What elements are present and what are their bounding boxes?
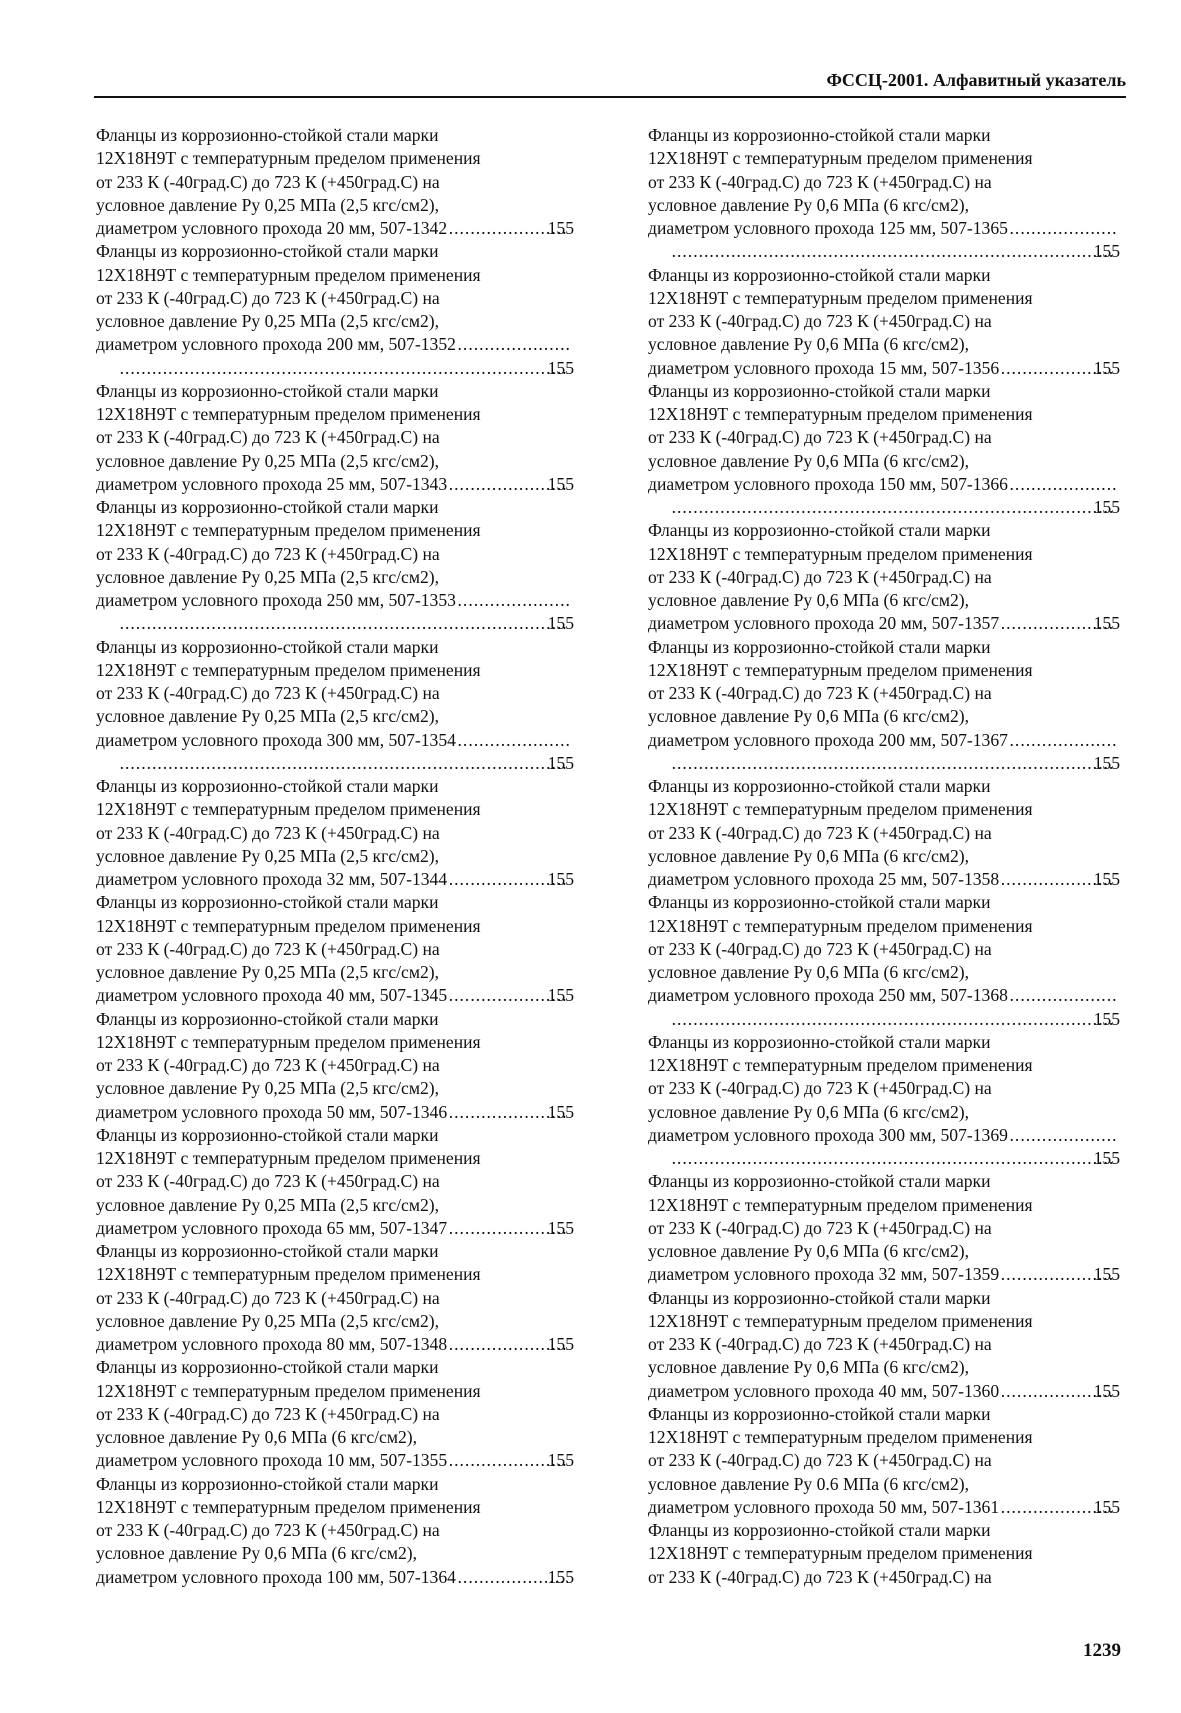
index-entry <box>96 775 574 891</box>
entry-line: диаметром условного прохода 50 мм, 507-1361 <box>648 1496 1000 1517</box>
entry-line: диаметром условного прохода 200 мм, 507-1367 <box>648 729 1008 750</box>
entry-leader-line <box>648 1496 1120 1519</box>
entry-line: 12Х18Н9Т с температурным пределом применения <box>648 1310 1033 1331</box>
index-entry <box>648 1519 1120 1589</box>
entry-page-ref: 155 <box>547 1101 574 1122</box>
dot-leader <box>672 1008 1114 1031</box>
entry-line: условное давление Ру 0,25 МПа (2,5 кгс/см2), <box>96 845 440 866</box>
dot-leader <box>1010 473 1118 496</box>
entry-line: условное давление Ру 0,25 МПа (2,5 кгс/см2), <box>96 1194 440 1215</box>
entry-line: 12Х18Н9Т с температурным пределом применения <box>96 520 481 541</box>
entry-line: Фланцы из коррозионно-стойкой стали марки <box>648 636 991 657</box>
entry-line: от 233 К (-40град.С) до 723 К (+450град.С) на <box>648 1566 992 1587</box>
entry-leader-line <box>648 357 1120 380</box>
dot-leader <box>1010 1124 1118 1147</box>
entry-line: Фланцы из коррозионно-стойкой стали марки <box>96 1241 439 1261</box>
entry-page-ref: 155 <box>1093 497 1120 517</box>
entry-page-ref: 155 <box>547 1334 574 1354</box>
entry-page-ref: 155 <box>1093 1496 1120 1517</box>
entry-line: 12Х18Н9Т с температурным пределом применения <box>96 264 481 285</box>
entry-leader-line <box>648 729 1120 752</box>
entry-line: 12Х18Н9Т с температурным пределом применения <box>648 404 1033 424</box>
entry-line: диаметром условного прохода 250 мм, 507-1353 <box>96 590 456 610</box>
entry-line: диаметром условного прохода 300 мм, 507-1369 <box>648 1124 1008 1145</box>
entry-line: Фланцы из коррозионно-стойкой стали марки <box>648 520 991 541</box>
dot-leader <box>1010 984 1118 1007</box>
entry-leader-line <box>648 868 1120 891</box>
entry-line: условное давление Ру 0,25 МПа (2,5 кгс/см2), <box>96 962 440 982</box>
dot-leader <box>458 589 572 612</box>
entry-leader-line <box>96 1449 574 1472</box>
entry-page-ref: 155 <box>547 218 574 238</box>
entry-page-ref: 155 <box>547 473 574 494</box>
index-entry <box>648 519 1120 635</box>
entry-line: диаметром условного прохода 40 мм, 507-1360 <box>648 1380 1000 1401</box>
page-number: 1239 <box>1083 1640 1121 1661</box>
index-column-right <box>648 124 1120 1589</box>
entry-line: 12Х18Н9Т с температурным пределом применения <box>648 659 1033 680</box>
entry-page-ref: 155 <box>1093 1148 1120 1168</box>
entry-page-ref: 155 <box>547 985 574 1006</box>
entry-line: Фланцы из коррозионно-стойкой стали марки <box>96 1473 439 1494</box>
dot-leader <box>120 357 568 380</box>
entry-leader-line <box>96 984 574 1007</box>
index-entry <box>648 1287 1120 1403</box>
entry-leader-line <box>96 473 574 496</box>
entry-line: 12Х18Н9Т с температурным пределом применения <box>648 915 1033 936</box>
dot-leader <box>672 752 1114 775</box>
entry-line: диаметром условного прохода 32 мм, 507-1344 <box>96 869 448 889</box>
index-entry <box>96 1008 574 1124</box>
entry-line: 12Х18Н9Т с температурным пределом применения <box>96 1496 481 1517</box>
entry-line: диаметром условного прохода 25 мм, 507-1358 <box>648 869 1000 889</box>
entry-line: от 233 К (-40град.С) до 723 К (+450град.С) на <box>648 1078 992 1099</box>
entry-line: условное давление Ру 0,25 МПа (2,5 кгс/см2), <box>96 450 440 471</box>
entry-line: диаметром условного прохода 25 мм, 507-1343 <box>96 473 448 494</box>
entry-leader-line <box>670 1008 1120 1031</box>
entry-leader-line <box>648 1124 1120 1147</box>
entry-line: от 233 К (-40град.С) до 723 К (+450град.С) на <box>648 683 992 703</box>
entry-line: диаметром условного прохода 200 мм, 507-1352 <box>96 334 456 355</box>
entry-line: от 233 К (-40град.С) до 723 К (+450град.С) на <box>96 1055 440 1075</box>
entry-leader-line <box>670 1147 1120 1170</box>
dot-leader <box>1010 729 1118 752</box>
entry-line: Фланцы из коррозионно-стойкой стали марки <box>96 1124 439 1145</box>
entry-line: диаметром условного прохода 10 мм, 507-1355 <box>96 1450 448 1471</box>
entry-leader-line <box>670 496 1120 519</box>
index-entry <box>96 1356 574 1472</box>
index-entry <box>96 636 574 776</box>
entry-leader-line <box>96 1333 574 1356</box>
entry-line: от 233 К (-40град.С) до 723 К (+450град.С) на <box>96 1171 440 1192</box>
entry-line: условное давление Ру 0.6 МПа (6 кгс/см2), <box>648 1473 970 1494</box>
entry-leader-line <box>648 1263 1120 1286</box>
entry-page-ref: 155 <box>547 1217 574 1238</box>
entry-line: Фланцы из коррозионно-стойкой стали марки <box>96 892 439 913</box>
entry-page-ref: 155 <box>547 752 574 773</box>
entry-line: Фланцы из коррозионно-стойкой стали марки <box>648 1403 991 1424</box>
entry-page-ref: 155 <box>547 1566 574 1587</box>
entry-line: от 233 К (-40град.С) до 723 К (+450град.С) на <box>96 1520 440 1540</box>
entry-line: от 233 К (-40град.С) до 723 К (+450град.С) на <box>648 171 992 192</box>
index-entry <box>96 380 574 496</box>
entry-line: от 233 К (-40град.С) до 723 К (+450град.С) на <box>96 683 440 703</box>
entry-line: от 233 К (-40град.С) до 723 К (+450град.С) на <box>96 1403 440 1424</box>
entry-line: условное давление Ру 0,6 МПа (6 кгс/см2), <box>648 194 970 215</box>
entry-line: от 233 К (-40град.С) до 723 К (+450град.С) на <box>648 822 992 843</box>
entry-line: диаметром условного прохода 250 мм, 507-1368 <box>648 985 1008 1006</box>
entry-leader-line <box>118 752 574 775</box>
index-entry <box>96 891 574 1007</box>
index-column-left <box>96 124 574 1589</box>
entry-line: диаметром условного прохода 65 мм, 507-1347 <box>96 1217 448 1238</box>
entry-line: диаметром условного прохода 15 мм, 507-1356 <box>648 357 1000 378</box>
header-title: ФССЦ-2001. Алфавитный указатель <box>826 70 1126 90</box>
entry-leader-line <box>670 240 1120 263</box>
index-entry <box>96 496 574 636</box>
entry-leader-line <box>648 984 1120 1007</box>
index-entry <box>648 124 1120 264</box>
entry-line: Фланцы из коррозионно-стойкой стали марки <box>96 1357 439 1378</box>
entry-leader-line <box>96 217 574 240</box>
entry-line: Фланцы из коррозионно-стойкой стали марки <box>648 1031 991 1052</box>
entry-line: диаметром условного прохода 32 мм, 507-1359 <box>648 1264 1000 1285</box>
entry-line: Фланцы из коррозионно-стойкой стали марки <box>96 1008 439 1029</box>
entry-line: условное давление Ру 0,6 МПа (6 кгс/см2), <box>648 1101 970 1122</box>
entry-line: 12Х18Н9Т с температурным пределом применения <box>96 1380 481 1401</box>
entry-page-ref: 155 <box>547 1450 574 1471</box>
entry-page-ref: 155 <box>547 357 574 378</box>
entry-line: Фланцы из коррозионно-стойкой стали марки <box>96 636 439 657</box>
entry-page-ref: 155 <box>1093 752 1120 773</box>
entry-leader-line <box>648 1380 1120 1403</box>
index-entry <box>648 380 1120 520</box>
entry-line: 12Х18Н9Т с температурным пределом применения <box>648 148 1033 169</box>
entry-page-ref: 155 <box>1093 869 1120 889</box>
entry-leader-line <box>648 473 1120 496</box>
entry-line: от 233 К (-40град.С) до 723 К (+450град.С) на <box>648 311 992 331</box>
index-entry <box>96 1240 574 1356</box>
entry-line: 12Х18Н9Т с температурным пределом применения <box>648 1194 1033 1215</box>
entry-line: Фланцы из коррозионно-стойкой стали марки <box>648 776 991 796</box>
entry-leader-line <box>96 1566 574 1589</box>
entry-page-ref: 155 <box>1093 357 1120 378</box>
index-entry <box>96 1124 574 1240</box>
entry-line: условное давление Ру 0,6 МПа (6 кгс/см2), <box>648 334 970 355</box>
entry-line: от 233 К (-40град.С) до 723 К (+450град.С) на <box>648 566 992 587</box>
entry-line: 12Х18Н9Т с температурным пределом применения <box>648 799 1033 820</box>
entry-line: условное давление Ру 0,6 МПа (6 кгс/см2), <box>648 845 970 866</box>
entry-line: 12Х18Н9Т с температурным пределом применения <box>96 1264 481 1285</box>
entry-line: Фланцы из коррозионно-стойкой стали марки <box>96 241 439 262</box>
entry-page-ref: 155 <box>1093 1380 1120 1401</box>
dot-leader <box>120 612 568 635</box>
entry-page-ref: 155 <box>1093 241 1120 262</box>
entry-line: диаметром условного прохода 100 мм, 507-1364 <box>96 1566 456 1587</box>
entry-line: условное давление Ру 0,25 МПа (2,5 кгс/см2), <box>96 1078 440 1099</box>
index-entry <box>648 775 1120 891</box>
entry-line: условное давление Ру 0,6 МПа (6 кгс/см2), <box>648 1241 970 1261</box>
entry-line: Фланцы из коррозионно-стойкой стали марки <box>648 125 991 145</box>
entry-line: диаметром условного прохода 20 мм, 507-1342 <box>96 218 448 238</box>
entry-line: условное давление Ру 0,6 МПа (6 кгс/см2), <box>648 706 970 727</box>
index-entry <box>96 1473 574 1589</box>
entry-line: Фланцы из коррозионно-стойкой стали марки <box>648 264 991 285</box>
entry-line: от 233 К (-40град.С) до 723 К (+450град.С) на <box>96 938 440 959</box>
entry-page-ref: 155 <box>547 613 574 634</box>
entry-line: от 233 К (-40град.С) до 723 К (+450град.С) на <box>96 427 440 448</box>
entry-line: условное давление Ру 0,6 МПа (6 кгс/см2), <box>648 590 970 610</box>
entry-line: 12Х18Н9Т с температурным пределом применения <box>648 543 1033 564</box>
entry-line: 12Х18Н9Т с температурным пределом применения <box>96 404 481 424</box>
entry-line: от 233 К (-40град.С) до 723 К (+450град.С) на <box>648 1334 992 1354</box>
entry-line: от 233 К (-40град.С) до 723 К (+450град.С) на <box>96 543 440 564</box>
index-entry <box>96 124 574 240</box>
entry-leader-line <box>96 333 574 356</box>
dot-leader <box>672 240 1114 263</box>
index-entry <box>648 1170 1120 1286</box>
index-entry <box>648 636 1120 776</box>
entry-line: Фланцы из коррозионно-стойкой стали марки <box>648 1287 991 1308</box>
entry-line: Фланцы из коррозионно-стойкой стали марки <box>96 380 439 401</box>
entry-leader-line <box>96 868 574 891</box>
entry-line: Фланцы из коррозионно-стойкой стали марки <box>96 125 439 145</box>
entry-line: Фланцы из коррозионно-стойкой стали марки <box>96 497 439 517</box>
entry-line: условное давление Ру 0,6 МПа (6 кгс/см2), <box>648 1357 970 1378</box>
dot-leader <box>1010 217 1118 240</box>
entry-leader-line <box>118 612 574 635</box>
entry-line: 12Х18Н9Т с температурным пределом применения <box>648 287 1033 308</box>
entry-line: условное давление Ру 0,6 МПа (6 кгс/см2), <box>96 1427 418 1447</box>
entry-leader-line <box>648 612 1120 635</box>
dot-leader <box>672 1147 1114 1170</box>
entry-leader-line <box>648 217 1120 240</box>
entry-page-ref: 155 <box>1093 613 1120 634</box>
entry-line: от 233 К (-40град.С) до 723 К (+450град.С) на <box>96 1287 440 1308</box>
entry-line: условное давление Ру 0,6 МПа (6 кгс/см2), <box>96 1543 418 1564</box>
entry-line: диаметром условного прохода 125 мм, 507-1365 <box>648 218 1008 238</box>
entry-line: условное давление Ру 0,25 МПа (2,5 кгс/см2), <box>96 194 440 215</box>
entry-leader-line <box>118 357 574 380</box>
index-entry <box>648 891 1120 1031</box>
entry-leader-line <box>96 589 574 612</box>
entry-line: диаметром условного прохода 80 мм, 507-1348 <box>96 1334 448 1354</box>
entry-line: 12Х18Н9Т с температурным пределом применения <box>648 1055 1033 1075</box>
entry-line: 12Х18Н9Т с температурным пределом применения <box>96 148 481 169</box>
entry-line: Фланцы из коррозионно-стойкой стали марки <box>648 892 991 913</box>
entry-line: от 233 К (-40град.С) до 723 К (+450град.С) на <box>648 1217 992 1238</box>
entry-line: условное давление Ру 0,6 МПа (6 кгс/см2), <box>648 962 970 982</box>
entry-line: условное давление Ру 0,25 МПа (2,5 кгс/см2), <box>96 311 440 331</box>
entry-line: 12Х18Н9Т с температурным пределом применения <box>648 1427 1033 1447</box>
entry-line: от 233 К (-40град.С) до 723 К (+450град.С) на <box>648 938 992 959</box>
dot-leader <box>458 333 572 356</box>
entry-line: диаметром условного прохода 300 мм, 507-1354 <box>96 729 456 750</box>
entry-line: от 233 К (-40град.С) до 723 К (+450град.С) на <box>96 822 440 843</box>
dot-leader <box>672 496 1114 519</box>
entry-line: диаметром условного прохода 40 мм, 507-1345 <box>96 985 448 1006</box>
entry-line: 12Х18Н9Т с температурным пределом применения <box>96 1031 481 1052</box>
entry-line: условное давление Ру 0,25 МПа (2,5 кгс/см2), <box>96 1310 440 1331</box>
entry-line: от 233 К (-40град.С) до 723 К (+450град.С) на <box>648 1450 992 1471</box>
index-entry <box>96 240 574 380</box>
entry-line: Фланцы из коррозионно-стойкой стали марки <box>648 1171 991 1192</box>
entry-line: от 233 К (-40град.С) до 723 К (+450град.С) на <box>648 427 992 448</box>
entry-leader-line <box>96 1101 574 1124</box>
entry-page-ref: 155 <box>1093 1008 1120 1029</box>
entry-line: 12Х18Н9Т с температурным пределом применения <box>648 1543 1033 1564</box>
entry-leader-line <box>96 729 574 752</box>
entry-line: диаметром условного прохода 50 мм, 507-1346 <box>96 1101 448 1122</box>
entry-line: 12Х18Н9Т с температурным пределом применения <box>96 659 481 680</box>
entry-line: 12Х18Н9Т с температурным пределом применения <box>96 1148 481 1168</box>
entry-leader-line <box>670 752 1120 775</box>
entry-line: Фланцы из коррозионно-стойкой стали марки <box>648 1520 991 1540</box>
entry-page-ref: 155 <box>547 869 574 889</box>
entry-line: Фланцы из коррозионно-стойкой стали марки <box>648 380 991 401</box>
entry-line: условное давление Ру 0,25 МПа (2,5 кгс/см2), <box>96 706 440 727</box>
entry-line: условное давление Ру 0,6 МПа (6 кгс/см2), <box>648 450 970 471</box>
entry-line: диаметром условного прохода 150 мм, 507-1366 <box>648 473 1008 494</box>
entry-line: 12Х18Н9Т с температурным пределом применения <box>96 915 481 936</box>
running-header <box>94 70 1126 98</box>
dot-leader <box>458 729 572 752</box>
index-entry <box>648 264 1120 380</box>
entry-line: 12Х18Н9Т с температурным пределом применения <box>96 799 481 820</box>
dot-leader <box>120 752 568 775</box>
entry-line: от 233 К (-40град.С) до 723 К (+450град.С) на <box>96 171 440 192</box>
index-entry <box>648 1403 1120 1519</box>
index-entry <box>648 1031 1120 1171</box>
entry-line: условное давление Ру 0,25 МПа (2,5 кгс/см2), <box>96 566 440 587</box>
entry-page-ref: 155 <box>1093 1264 1120 1285</box>
entry-line: от 233 К (-40град.С) до 723 К (+450град.С) на <box>96 287 440 308</box>
entry-leader-line <box>96 1217 574 1240</box>
entry-line: Фланцы из коррозионно-стойкой стали марки <box>96 776 439 796</box>
entry-line: диаметром условного прохода 20 мм, 507-1357 <box>648 613 1000 634</box>
